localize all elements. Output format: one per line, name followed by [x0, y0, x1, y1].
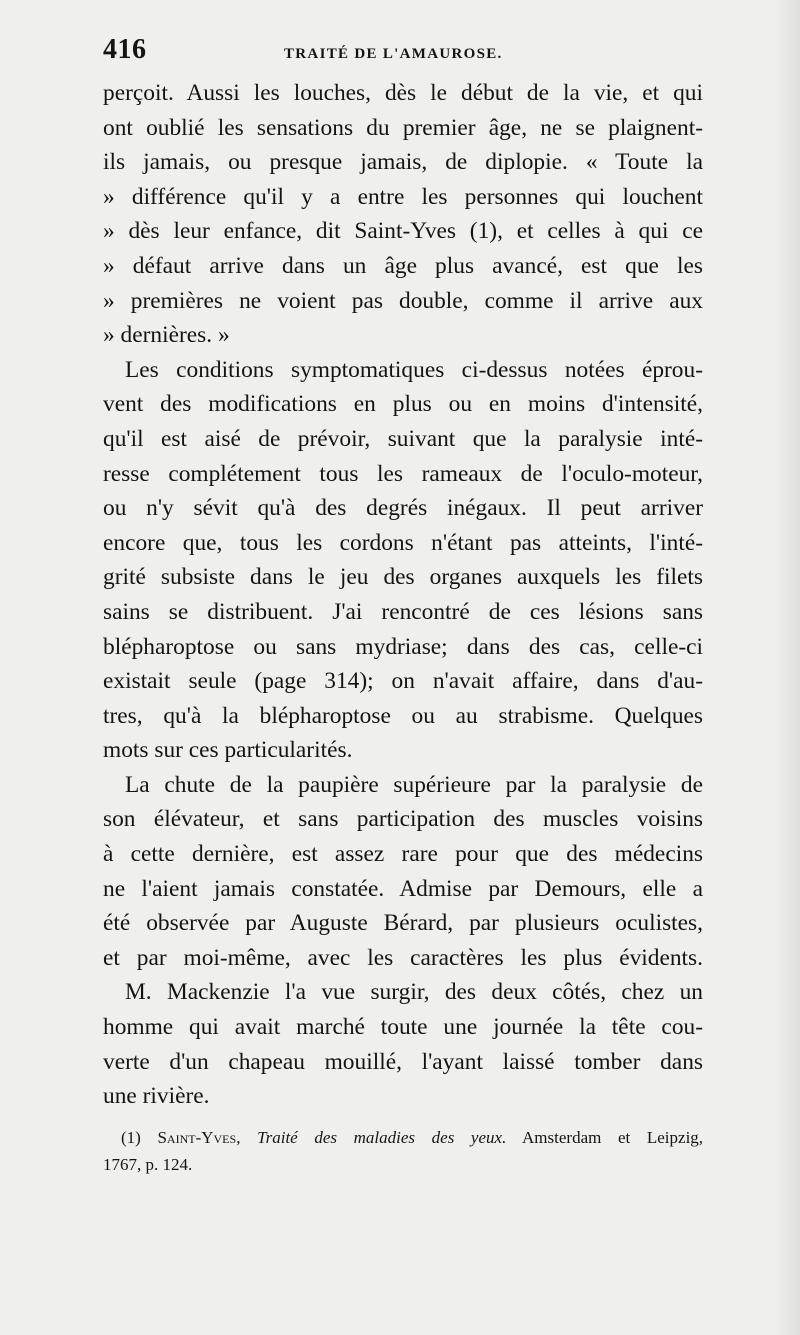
text-line: perçoit. Aussi les louches, dès le début de la vie, et qui — [103, 80, 703, 106]
paragraph-start-line: Les conditions symptomatiques ci-dessus notées éprou- — [125, 356, 703, 383]
text-line: existait seule (page 314); on n'avait affaire, dans d'au- — [103, 668, 703, 695]
text-line: mots sur ces particularités. — [103, 737, 353, 764]
text-line: ou n'y sévit qu'à des degrés inégaux. Il peut arriver — [103, 495, 703, 522]
text-line: encore que, tous les cordons n'étant pas atteints, l'inté- — [103, 529, 703, 556]
body-text — [103, 76, 703, 1114]
footnote-marker: (1) — [121, 1128, 141, 1147]
text-line: ils jamais, ou presque jamais, de diplopie. « Toute la — [103, 149, 703, 176]
page-number: 416 — [103, 34, 147, 65]
text-line: à cette dernière, est assez rare pour que des médecins — [103, 841, 703, 868]
text-line: et par moi-même, avec les caractères les plus évidents. — [103, 944, 703, 971]
text-line: » défaut arrive dans un âge plus avancé, est que les — [103, 252, 703, 279]
page-header — [103, 34, 703, 74]
text-line: été observée par Auguste Bérard, par plusieurs oculistes, — [103, 910, 703, 937]
text-line: » dernières. » — [103, 322, 230, 349]
footnote-title: Traité des maladies des yeux. — [257, 1128, 507, 1147]
text-line: tres, qu'à la blépharoptose ou au strabisme. Quelques — [103, 702, 703, 729]
footnote — [103, 1124, 703, 1178]
text-line: blépharoptose ou sans mydriase; dans des cas, celle-ci — [103, 633, 703, 660]
footnote-line — [103, 1124, 703, 1151]
text-line: resse complétement tous les rameaux de l'oculo-moteur, — [103, 460, 703, 487]
text-line: homme qui avait marché toute une journée la tête cou- — [103, 1014, 703, 1041]
text-line: verte d'un chapeau mouillé, l'ayant laissé tomber dans — [103, 1048, 703, 1075]
text-line: sains se distribuent. J'ai rencontré de ces lésions sans — [103, 598, 703, 625]
footnote-author: Saint-Yves, — [157, 1128, 241, 1147]
text-line: ont oublié les sensations du premier âge, ne se plaignent- — [103, 114, 703, 141]
text-line: grité subsiste dans le jeu des organes auxquels les filets — [103, 564, 703, 591]
text-line: une rivière. — [103, 1083, 210, 1110]
text-line: ne l'aient jamais constatée. Admise par Demours, elle a — [103, 875, 703, 902]
footnote-line-2: 1767, p. 124. — [103, 1155, 193, 1174]
footnote-place: Amsterdam et Leipzig, — [522, 1128, 704, 1147]
text-line: vent des modifications en plus ou en moins d'intensité, — [103, 391, 703, 418]
text-line: son élévateur, et sans participation des muscles voisins — [103, 806, 703, 833]
paragraph-start-line: M. Mackenzie l'a vue surgir, des deux côtés, chez un — [125, 979, 703, 1006]
text-line: » différence qu'il y a entre les personnes qui louchent — [103, 183, 703, 210]
text-line: » dès leur enfance, dit Saint-Yves (1), et celles à qui ce — [103, 218, 703, 245]
running-head: TRAITÉ DE L'AMAUROSE. — [284, 46, 503, 62]
paragraph-start-line: La chute de la paupière supérieure par la paralysie de — [125, 771, 703, 798]
text-line: » premières ne voient pas double, comme il arrive aux — [103, 287, 703, 314]
text-line: qu'il est aisé de prévoir, suivant que la paralysie inté- — [103, 425, 703, 452]
scan-shadow — [774, 0, 800, 1335]
